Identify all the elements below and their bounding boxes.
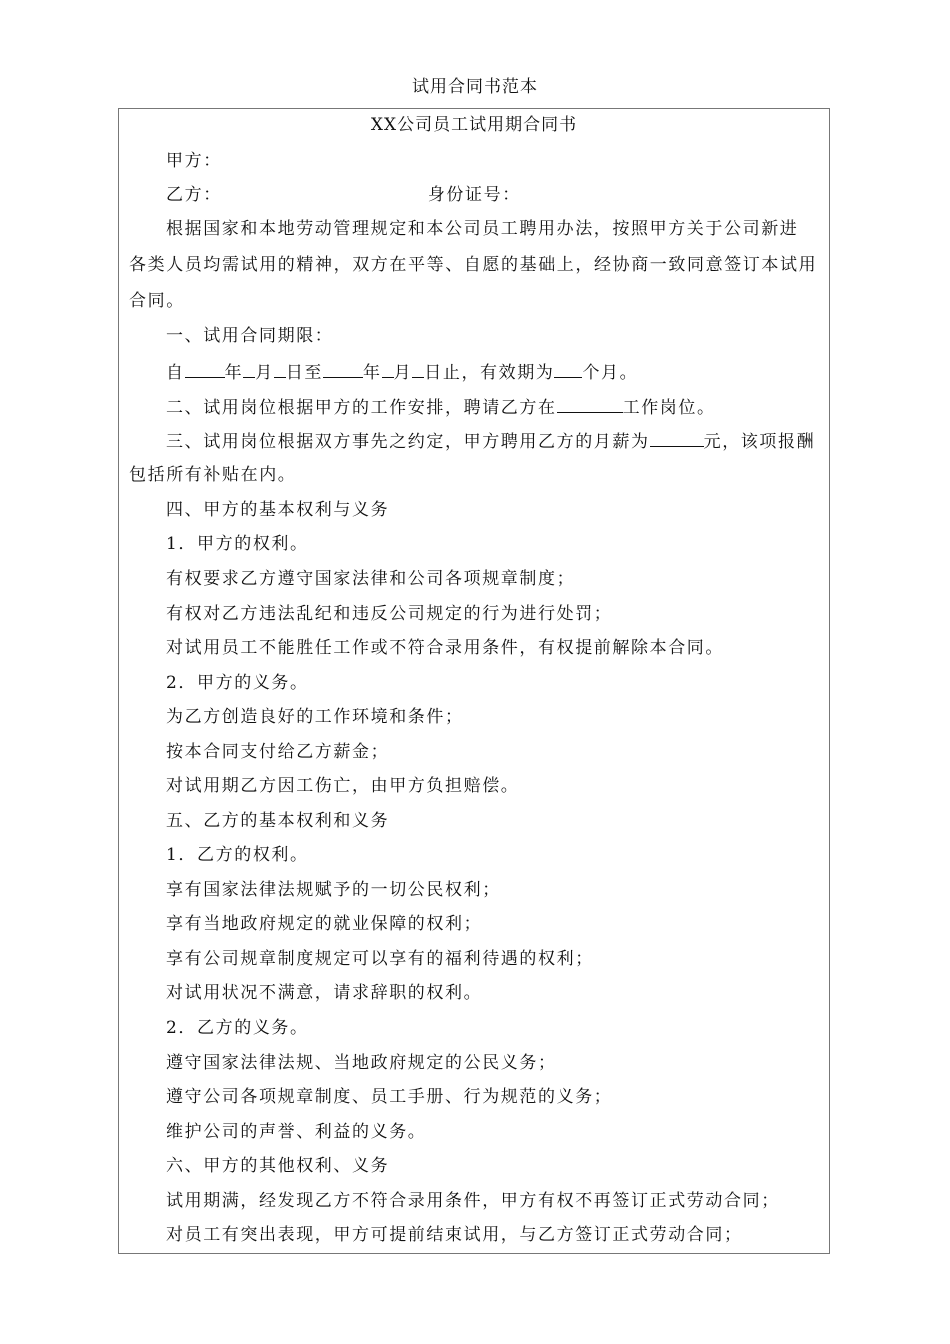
section-3-line-2: 包括所有补贴在内。 (129, 465, 297, 485)
party-a-label: 甲方： (166, 151, 222, 171)
intro-line-1: 根据国家和本地劳动管理规定和本公司员工聘用办法，按照甲方关于公司新进 (166, 219, 799, 239)
party-a-duties-heading: 2．甲方的义务。 (166, 673, 309, 693)
section-2-line: 二、试用岗位根据甲方的工作安排，聘请乙方在 工作岗位。 (166, 398, 716, 418)
end-year-blank (323, 361, 363, 378)
page-header: 试用合同书范本 (412, 77, 538, 97)
party-b-right-2: 享有当地政府规定的就业保障的权利； (166, 914, 483, 934)
party-a-right-3: 对试用员工不能胜任工作或不符合录用条件，有权提前解除本合同。 (166, 638, 724, 658)
party-b-rights-heading: 1．乙方的权利。 (166, 845, 309, 865)
party-a-right-1: 有权要求乙方遵守国家法律和公司各项规章制度； (166, 569, 576, 589)
section-6-heading: 六、甲方的其他权利、义务 (166, 1156, 390, 1176)
intro-line-2: 各类人员均需试用的精神，双方在平等、自愿的基础上，经协商一致同意签订本试用 (129, 255, 818, 275)
section-1-heading: 一、试用合同期限： (166, 326, 334, 346)
party-a-duty-1: 为乙方创造良好的工作环境和条件； (166, 707, 464, 727)
party-b-duty-2: 遵守公司各项规章制度、员工手册、行为规范的义务； (166, 1087, 613, 1107)
section-6-item-2: 对员工有突出表现，甲方可提前结束试用，与乙方签订正式劳动合同； (166, 1225, 743, 1245)
salary-blank (650, 430, 704, 447)
section-6-item-1: 试用期满，经发现乙方不符合录用条件，甲方有权不再签订正式劳动合同； (166, 1191, 780, 1211)
party-a-duty-2: 按本合同支付给乙方薪金； (166, 742, 390, 762)
party-a-rights-heading: 1．甲方的权利。 (166, 534, 309, 554)
day-blank (274, 361, 286, 378)
party-a-line (119, 151, 222, 171)
party-b-right-3: 享有公司规章制度规定可以享有的福利待遇的权利； (166, 949, 594, 969)
party-b-duty-3: 维护公司的声誉、利益的义务。 (166, 1122, 427, 1142)
party-b-line (119, 185, 521, 205)
intro-line-3: 合同。 (129, 291, 185, 311)
position-blank (557, 396, 623, 413)
month-blank (243, 361, 255, 378)
section-5-heading: 五、乙方的基本权利和义务 (166, 811, 390, 831)
party-b-right-4: 对试用状况不满意，请求辞职的权利。 (166, 983, 483, 1003)
term-line: 自 年 月 日至 年 月 日止，有效期为 个月。 (166, 363, 639, 383)
contract-title: XX公司员工试用期合同书 (370, 115, 578, 135)
party-b-duty-1: 遵守国家法律法规、当地政府规定的公民义务； (166, 1053, 557, 1073)
contract-frame (118, 108, 830, 1254)
id-number-label: 身份证号： (427, 185, 521, 205)
section-3-line: 三、试用岗位根据双方事先之约定，甲方聘用乙方的月薪为 元，该项报酬 (166, 432, 816, 452)
year-blank (185, 361, 225, 378)
party-a-right-2: 有权对乙方违法乱纪和违反公司规定的行为进行处罚； (166, 604, 613, 624)
party-a-duty-3: 对试用期乙方因工伤亡，由甲方负担赔偿。 (166, 776, 520, 796)
end-day-blank (412, 361, 424, 378)
party-b-duties-heading: 2．乙方的义务。 (166, 1018, 309, 1038)
months-blank (554, 361, 582, 378)
end-month-blank (382, 361, 394, 378)
party-b-right-1: 享有国家法律法规赋予的一切公民权利； (166, 880, 501, 900)
party-b-label: 乙方： (166, 185, 222, 205)
section-4-heading: 四、甲方的基本权利与义务 (166, 500, 390, 520)
